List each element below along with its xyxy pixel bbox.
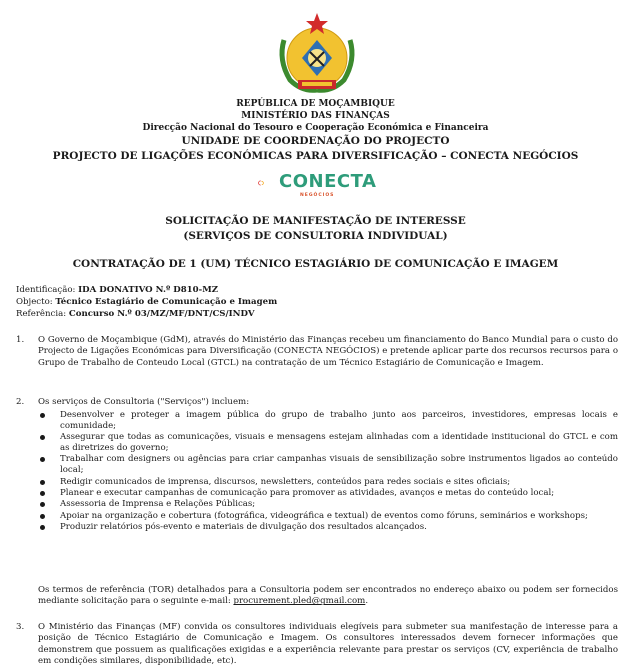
bullet-icon (40, 457, 45, 462)
section-1-text: O Governo de Moçambique (GdM), através do Ministério das Finanças recebeu um financiamento do Banco Mundial para o custo do Projecto de Ligações Económicas para Diversificação (CONECTA NEGÓCIOS) e pretende aplicar parte dos recursos recursos para o Grupo de Trabalho de Conteudo Local (GTCL) na contratação de um Técnico Estagiário de Comunicação e Imagem. (38, 335, 618, 368)
service-item (38, 488, 618, 499)
title-services: (SERVIÇOS DE CONSULTORIA INDIVIDUAL) (183, 230, 448, 242)
service-item (38, 522, 618, 533)
meta-identification (16, 285, 218, 295)
meta-ref-label: Referência: (16, 309, 69, 319)
service-item-text: Apoiar na organização e cobertura (fotográfica, videográfica e textual) de eventos como fóruns, seminários e workshops; (60, 510, 588, 521)
service-item-text: Redigir comunicados de imprensa, discursos, newsletters, conteúdos para redes sociais e sites oficiais; (60, 476, 511, 487)
bullet-icon (40, 413, 45, 418)
header-ministry: MINISTÉRIO DAS FINANÇAS (241, 111, 390, 121)
section-3-text: O Ministério das Finanças (MF) convida os consultores individuais elegíveis para submeter sua manifestação de interesse para a posição de Técnico Estagiário de Comunicação e Imagem. Os consultores interessados devem fornecer informações que demonstrem que possuem as qualificações exigidas e a experiência relevante para prestar os serviços (CV, experiência de trabalho em condições similares, disponibilidade, etc). (38, 622, 618, 667)
bullet-icon (40, 491, 45, 496)
service-item (38, 477, 618, 488)
section-2-number: 2. (16, 397, 25, 407)
meta-obj-label: Objecto: (16, 297, 56, 307)
header-republic: REPÚBLICA DE MOÇAMBIQUE (236, 99, 395, 109)
service-item (38, 432, 618, 454)
service-item (38, 511, 618, 522)
service-item-text: Assegurar que todas as comunicações, visuais e mensagens estejam alinhadas com a identidade institucional do GTCL e com as diretrizes do governo; (60, 432, 618, 454)
tor-text-end: . (365, 596, 369, 607)
conecta-logo-subtitle: NEGÓCIOS (300, 193, 335, 198)
title-contract: CONTRATAÇÃO DE 1 (UM) TÉCNICO ESTAGIÁRIO DE COMUNICAÇÃO E IMAGEM (72, 258, 559, 270)
bullet-icon (40, 502, 45, 507)
conecta-logo-mark (258, 172, 280, 194)
meta-id-label: Identificação: (16, 285, 79, 295)
bullet-icon (40, 525, 45, 530)
bullet-icon (40, 435, 45, 440)
services-list (38, 410, 618, 533)
service-item-text: Assessoria de Imprensa e Relações Públicas; (60, 499, 256, 510)
service-item (38, 499, 618, 510)
header-directorate: Direcção Nacional do Tesouro e Cooperação Económica e Financeira (142, 123, 489, 133)
bullet-icon (40, 514, 45, 519)
meta-id-value: IDA DONATIVO N.º D810-MZ (78, 285, 218, 295)
title-request: SOLICITAÇÃO DE MANIFESTAÇÃO DE INTERESSE (165, 215, 466, 227)
meta-obj-value: Técnico Estagiário de Comunicação e Imagem (55, 297, 278, 307)
section-2-tor (38, 585, 618, 608)
section-2-intro: Os serviços de Consultoria ("Serviços") incluem: (38, 397, 250, 407)
service-item-text: Produzir relatórios pós-evento e materiais de divulgação dos resultados alcançados. (60, 521, 427, 532)
header-project: PROJECTO DE LIGAÇÕES ECONÓMICAS PARA DIVERSIFICAÇÃO – CONECTA NEGÓCIOS (52, 150, 579, 162)
meta-ref-value: Concurso N.º 03/MZ/MF/DNT/CS/INDV (68, 309, 255, 319)
tor-text: Os termos de referência (TOR) detalhados para a Consultoria podem ser encontrados no endereço abaixo ou podem ser fornecidos mediante solicitação para o seguinte e-mail: (38, 585, 618, 607)
procurement-email-link[interactable]: procurement.pled@gmail.com (233, 596, 366, 607)
service-item (38, 410, 618, 432)
service-item (38, 454, 618, 476)
bullet-icon (40, 480, 45, 485)
meta-object (16, 297, 277, 307)
service-item-text: Desenvolver e proteger a imagem pública do grupo de trabalho junto aos parceiros, investidores, empresas locais e comunidade; (60, 410, 618, 431)
service-item-text: Planear e executar campanhas de comunicação para promover as atividades, avanços e metas do conteúdo local; (60, 487, 555, 498)
header-unit: UNIDADE DE COORDENAÇÃO DO PROJECTO (181, 135, 450, 147)
service-item-text: Trabalhar com designers ou agências para criar campanhas visuais de sensibilização sobre instrumentos ligados ao conteúdo local; (60, 454, 618, 476)
mozambique-emblem (272, 10, 362, 96)
section-1-number: 1. (16, 335, 25, 345)
conecta-logo-text: CONECTA (279, 171, 377, 192)
section-3-number: 3. (16, 622, 25, 632)
meta-reference (16, 309, 255, 319)
